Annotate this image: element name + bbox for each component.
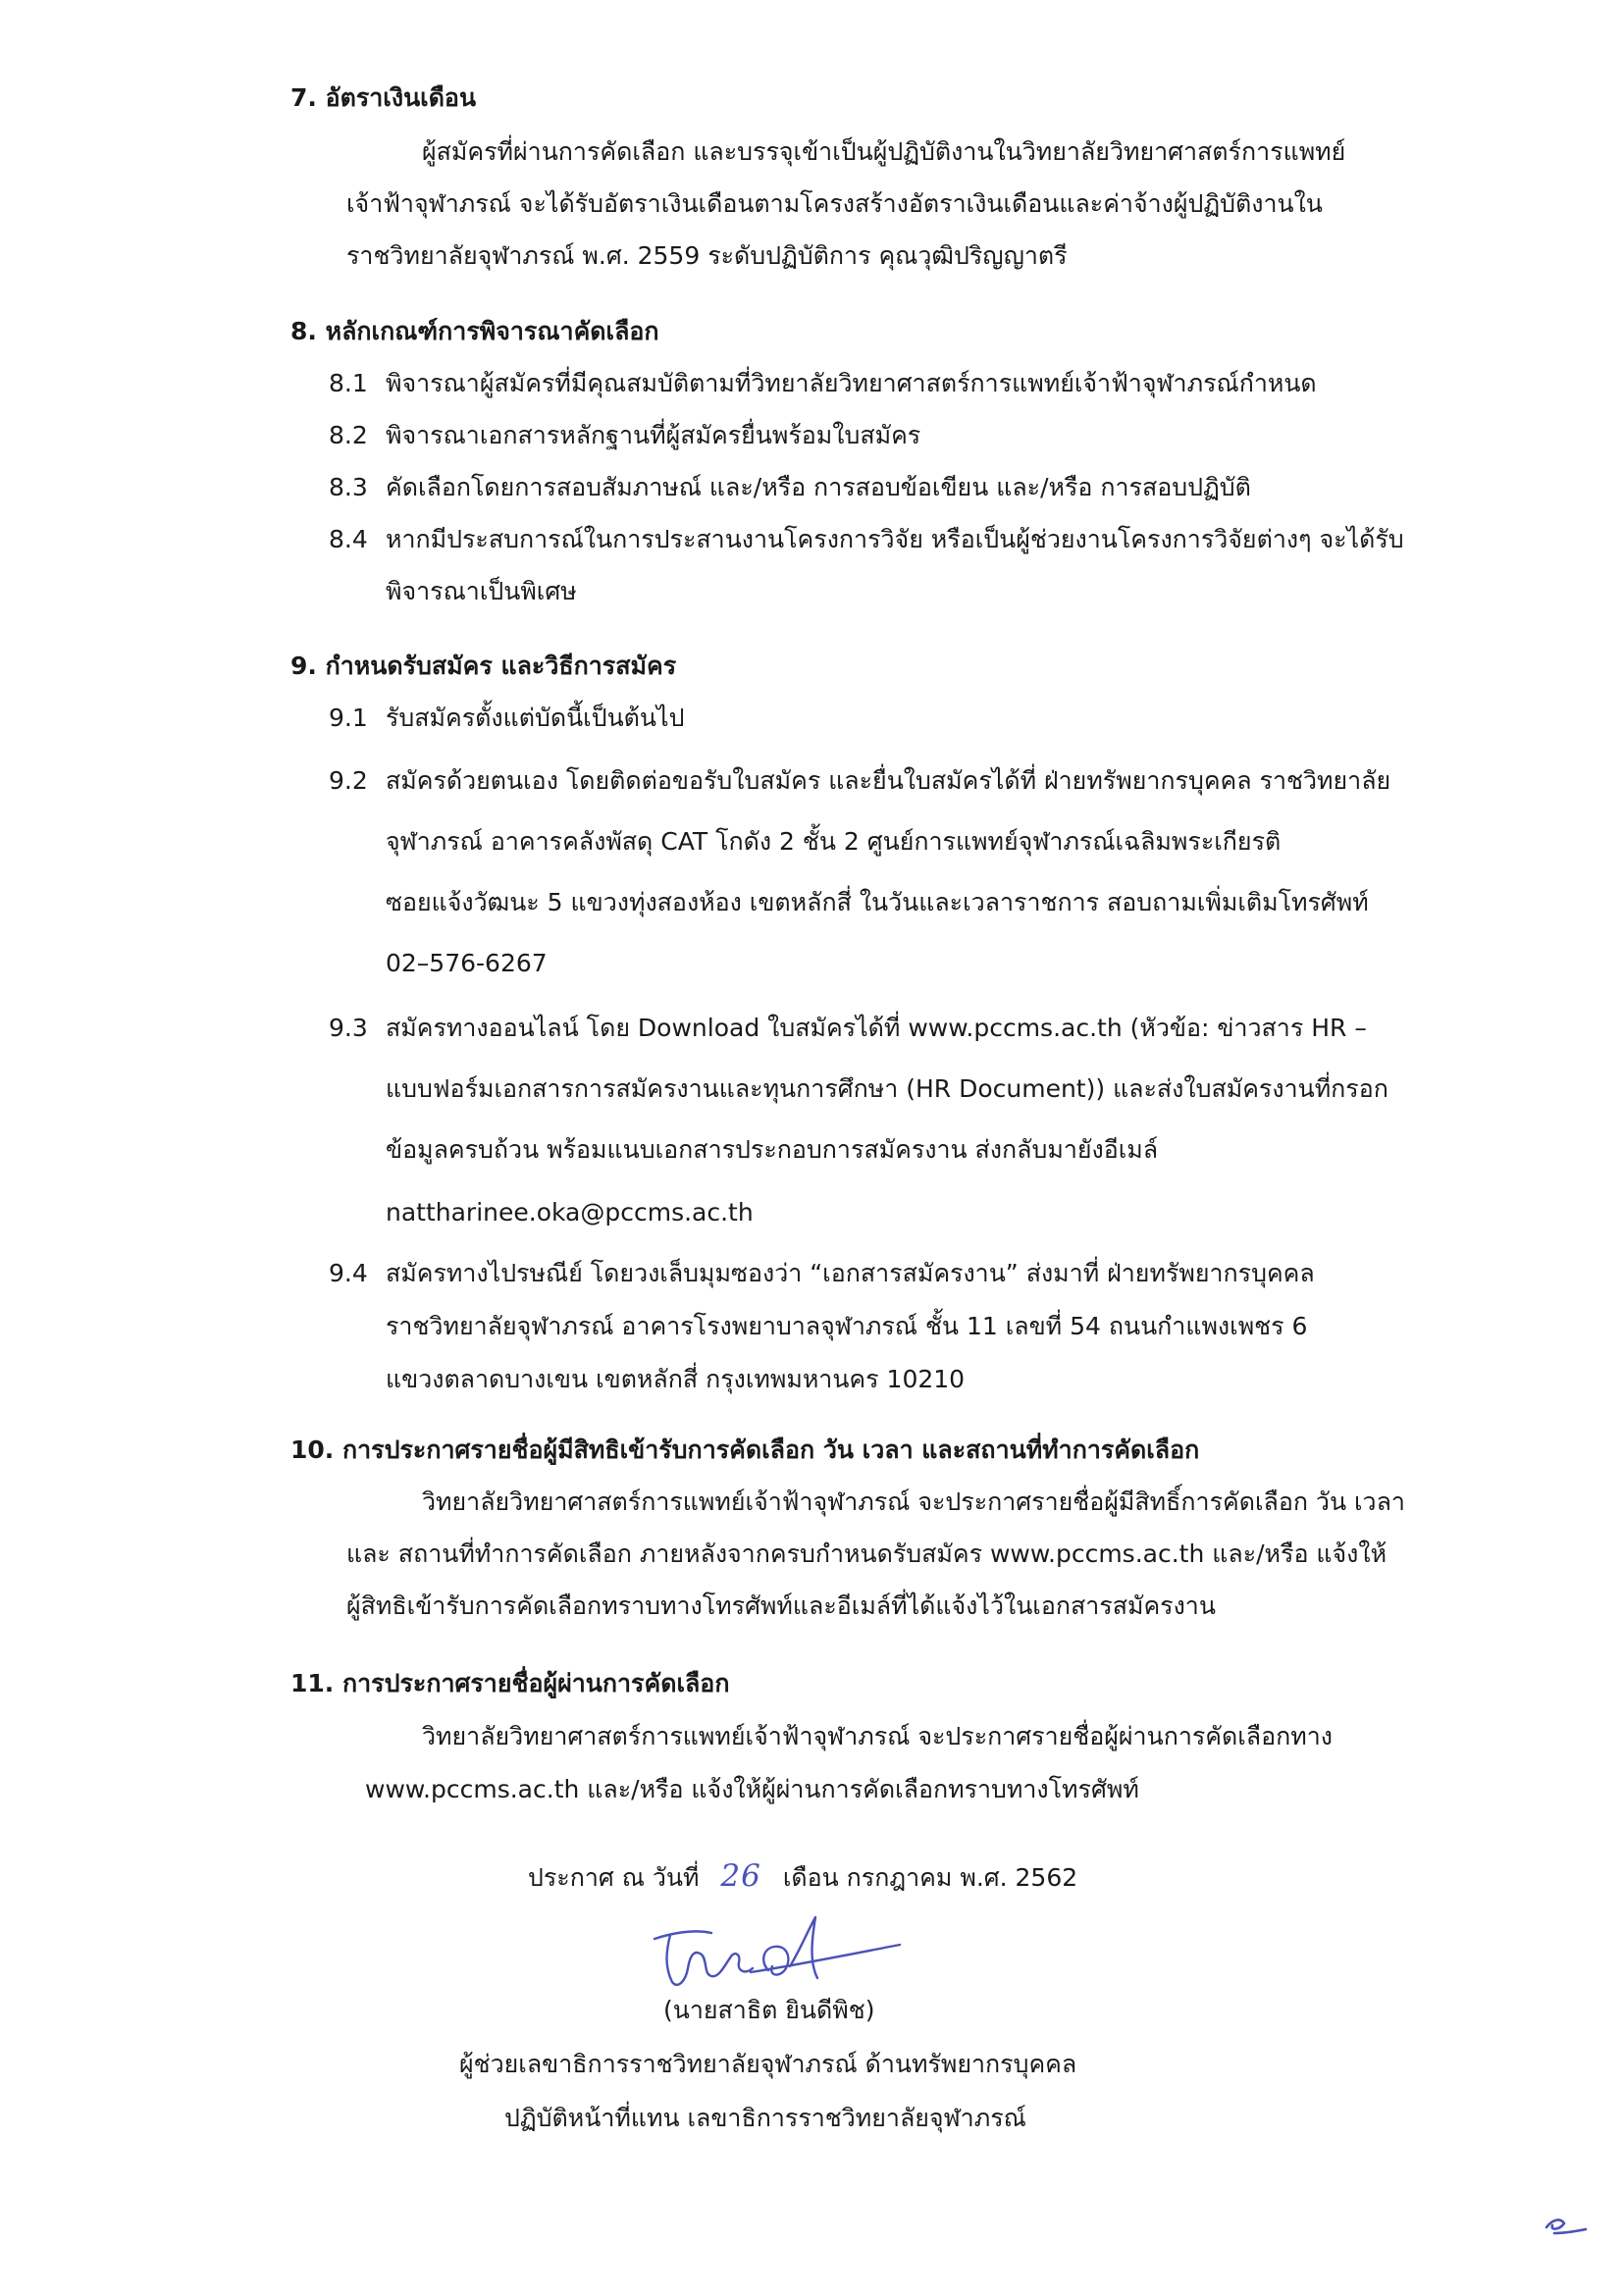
- item-9-2-phone: 02–576-6267: [386, 949, 548, 977]
- section-11-heading: 11. การประกาศรายชื่อผู้ผ่านการคัดเลือก: [290, 1669, 730, 1697]
- item-9-2-number: 9.2: [329, 766, 368, 795]
- date-prefix: ประกาศ ณ วันที่: [528, 1863, 700, 1892]
- item-9-2-line-3: ซอยแจ้งวัฒนะ 5 แขวงทุ่งสองห้อง เขตหลักสี่ ในวันและเวลาราชการ สอบถามเพิ่มเติมโทรศัพท์: [386, 888, 1369, 916]
- item-8-3-text: คัดเลือกโดยการสอบสัมภาษณ์ และ/หรือ การสอบข้อเขียน และ/หรือ การสอบปฏิบัติ: [386, 473, 1251, 501]
- section-10-heading: 10. การประกาศรายชื่อผู้มีสิทธิเข้ารับการคัดเลือก วัน เวลา และสถานที่ทำการคัดเลือก: [290, 1435, 1200, 1464]
- section-7-line-1: ผู้สมัครที่ผ่านการคัดเลือก และบรรจุเข้าเป็นผู้ปฏิบัติงานในวิทยาลัยวิทยาศาสตร์การแพทย์: [422, 137, 1346, 166]
- section-7-heading: 7. อัตราเงินเดือน: [290, 83, 477, 112]
- item-9-3-email: nattharinee.oka@pccms.ac.th: [386, 1198, 754, 1226]
- signer-name: (นายสาธิต ยินดีพิช): [663, 1996, 875, 2024]
- item-8-2-number: 8.2: [329, 421, 368, 449]
- section-7-line-3: ราชวิทยาลัยจุฬาภรณ์ พ.ศ. 2559 ระดับปฏิบัติการ คุณวุฒิปริญญาตรี: [346, 241, 1068, 270]
- item-9-3-line-3: ข้อมูลครบถ้วน พร้อมแนบเอกสารประกอบการสมัครงาน ส่งกลับมายังอีเมล์: [386, 1135, 1159, 1164]
- handwritten-day: 26: [720, 1858, 761, 1894]
- item-8-1-text: พิจารณาผู้สมัครที่มีคุณสมบัติตามที่วิทยาลัยวิทยาศาสตร์การแพทย์เจ้าฟ้าจุฬาภรณ์กำหนด: [386, 369, 1317, 397]
- signer-position-2: ปฏิบัติหน้าที่แทน เลขาธิการราชวิทยาลัยจุฬาภรณ์: [504, 2104, 1026, 2132]
- section-11-line-2: www.pccms.ac.th และ/หรือ แจ้งให้ผู้ผ่านการคัดเลือกทราบทางโทรศัพท์: [365, 1775, 1139, 1803]
- signer-position-1: ผู้ช่วยเลขาธิการราชวิทยาลัยจุฬาภรณ์ ด้านทรัพยากรบุคคล: [459, 2050, 1077, 2078]
- section-9-heading: 9. กำหนดรับสมัคร และวิธีการสมัคร: [290, 652, 677, 680]
- section-10-line-2: และ สถานที่ทำการคัดเลือก ภายหลังจากครบกำหนดรับสมัคร www.pccms.ac.th และ/หรือ แจ้งให้: [346, 1539, 1387, 1568]
- item-9-3-line-1: สมัครทางออนไลน์ โดย Download ใบสมัครได้ที่ www.pccms.ac.th (หัวข้อ: ข่าวสาร HR –: [386, 1014, 1367, 1042]
- item-8-4-text: หากมีประสบการณ์ในการประสานงานโครงการวิจัย หรือเป็นผู้ช่วยงานโครงการวิจัยต่างๆ จะได้รับ: [386, 525, 1404, 553]
- item-9-3-line-2: แบบฟอร์มเอกสารการสมัครงานและทุนการศึกษา (HR Document)) และส่งใบสมัครงานที่กรอก: [386, 1074, 1388, 1103]
- section-8-heading: 8. หลักเกณฑ์การพิจารณาคัดเลือก: [290, 317, 659, 345]
- item-8-4-number: 8.4: [329, 525, 368, 553]
- item-9-4-line-3: แขวงตลาดบางเขน เขตหลักสี่ กรุงเทพมหานคร 10210: [386, 1365, 966, 1393]
- date-suffix: เดือน กรกฎาคม พ.ศ. 2562: [782, 1863, 1078, 1892]
- item-9-2-line-1: สมัครด้วยตนเอง โดยติดต่อขอรับใบสมัคร และยื่นใบสมัครได้ที่ ฝ่ายทรัพยากรบุคคล ราชวิทยาลัย: [386, 766, 1391, 795]
- announcement-date-line: [528, 1858, 1077, 1896]
- section-7-line-2: เจ้าฟ้าจุฬาภรณ์ จะได้รับอัตราเงินเดือนตามโครงสร้างอัตราเงินเดือนและค่าจ้างผู้ปฏิบัติงานใน: [346, 189, 1323, 218]
- item-8-1-number: 8.1: [329, 369, 368, 397]
- handwritten-signature: [643, 1911, 908, 1995]
- item-8-4-continuation: พิจารณาเป็นพิเศษ: [386, 577, 577, 605]
- section-10-line-3: ผู้สิทธิเข้ารับการคัดเลือกทราบทางโทรศัพท์และอีเมล์ที่ได้แจ้งไว้ในเอกสารสมัครงาน: [346, 1592, 1216, 1620]
- item-9-1-number: 9.1: [329, 704, 368, 732]
- item-8-3-number: 8.3: [329, 473, 368, 501]
- item-9-4-line-1: สมัครทางไปรษณีย์ โดยวงเล็บมุมซองว่า “เอกสารสมัครงาน” ส่งมาที่ ฝ่ายทรัพยากรบุคคล: [386, 1259, 1315, 1287]
- item-8-2-text: พิจารณาเอกสารหลักฐานที่ผู้สมัครยื่นพร้อมใบสมัคร: [386, 421, 921, 449]
- item-9-2-line-2: จุฬาภรณ์ อาคารคลังพัสดุ CAT โกดัง 2 ชั้น 2 ศูนย์การแพทย์จุฬาภรณ์เฉลิมพระเกียรติ: [386, 827, 1282, 856]
- item-9-3-number: 9.3: [329, 1014, 368, 1042]
- section-10-line-1: วิทยาลัยวิทยาศาสตร์การแพทย์เจ้าฟ้าจุฬาภรณ์ จะประกาศรายชื่อผู้มีสิทธิ์การคัดเลือก วัน เวลา: [422, 1487, 1405, 1516]
- item-9-1-text: รับสมัครตั้งแต่บัดนี้เป็นต้นไป: [386, 704, 685, 732]
- handwritten-initial-mark: [1541, 2208, 1590, 2241]
- item-9-4-number: 9.4: [329, 1259, 368, 1287]
- section-11-line-1: วิทยาลัยวิทยาศาสตร์การแพทย์เจ้าฟ้าจุฬาภรณ์ จะประกาศรายชื่อผู้ผ่านการคัดเลือกทาง: [422, 1722, 1333, 1750]
- item-9-4-line-2: ราชวิทยาลัยจุฬาภรณ์ อาคารโรงพยาบาลจุฬาภรณ์ ชั้น 11 เลขที่ 54 ถนนกำแพงเพชร 6: [386, 1312, 1308, 1340]
